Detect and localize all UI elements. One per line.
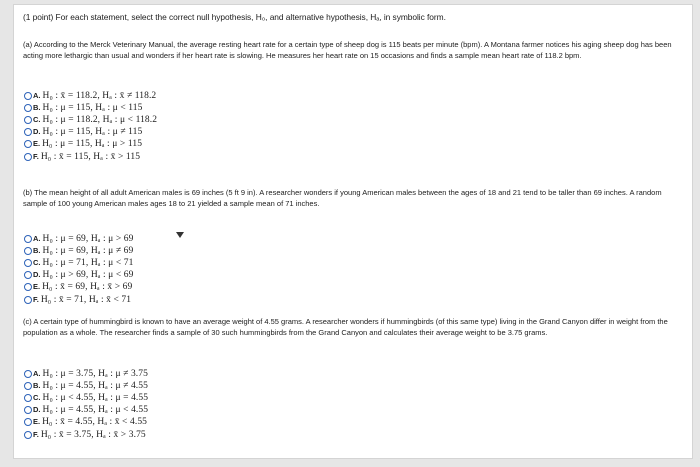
option-expression: H₀ : x̄ = 115, Hₐ : x̄ > 115 (40, 151, 141, 162)
radio-button[interactable] (24, 418, 32, 426)
option-c-F[interactable] (24, 428, 148, 440)
option-letter: F. (33, 429, 39, 439)
option-expression: H₀ : μ < 4.55, Hₐ : μ = 4.55 (42, 393, 149, 404)
option-a-F[interactable] (24, 150, 157, 162)
option-letter: D. (33, 405, 41, 415)
radio-button[interactable] (24, 116, 32, 124)
option-letter: A. (33, 369, 41, 379)
option-letter: A. (33, 91, 41, 101)
question-a-options (24, 90, 157, 163)
option-expression: H₀ : μ = 4.55, Hₐ : μ < 4.55 (42, 405, 149, 416)
radio-button[interactable] (24, 104, 32, 112)
option-expression: H₀ : μ = 115, Hₐ : μ ≠ 115 (42, 127, 143, 138)
option-expression: H₀ : μ = 115, Hₐ : μ < 115 (42, 103, 143, 114)
option-letter: C. (33, 115, 41, 125)
radio-button[interactable] (24, 140, 32, 148)
option-letter: B. (33, 246, 41, 256)
option-c-C[interactable] (24, 392, 148, 404)
option-c-E[interactable] (24, 416, 148, 428)
option-letter: E. (33, 282, 41, 292)
radio-button[interactable] (24, 431, 32, 439)
option-expression: H₀ : μ = 69, Hₐ : μ ≠ 69 (42, 246, 134, 257)
question-c-text: (c) A certain type of hummingbird is known to have an average weight of 4.55 grams. A researcher wonders if hummingbirds (of this same type) living in the Grand Canyon differ in weight from the population as a whole. The researcher finds a sample of 30 such hummingbirds from the Grand Canyon and calculates their average weight to be 3.75 grams. (23, 317, 668, 337)
option-letter: E. (33, 417, 41, 427)
question-b-text: (b) The mean height of all adult American males is 69 inches (5 ft 9 in). A researcher wonders if young American males between the ages of 18 and 21 tend to be taller than 69 inches. A random sample of 100 young American males ages 18 to 21 yielded a sample mean of 71 inches. (23, 188, 662, 208)
question-a-text: (a) According to the Merck Veterinary Manual, the average resting heart rate for a certain type of sheep dog is 115 beats per minute (bpm). A Montana farmer notices his aging sheep dog has been acting more lethargic than usual and wonders if her heart rate is slowing. He measures her heart rate on 15 occasions and finds a sample mean heart rate of 118.2 bpm. (23, 40, 672, 60)
option-expression: H₀ : μ = 69, Hₐ : μ > 69 (42, 234, 134, 245)
option-b-A[interactable] (24, 233, 133, 245)
problem-card (13, 4, 693, 459)
option-expression: H₀ : μ = 71, Hₐ : μ < 71 (42, 258, 134, 269)
radio-button[interactable] (24, 394, 32, 402)
radio-button[interactable] (24, 406, 32, 414)
radio-button[interactable] (24, 153, 32, 161)
option-letter: F. (33, 294, 39, 304)
radio-button[interactable] (24, 247, 32, 255)
option-b-B[interactable] (24, 245, 133, 257)
radio-button[interactable] (24, 370, 32, 378)
option-c-B[interactable] (24, 380, 148, 392)
option-letter: B. (33, 103, 41, 113)
radio-button[interactable] (24, 382, 32, 390)
option-letter: D. (33, 127, 41, 137)
option-expression: H₀ : x̄ = 69, Hₐ : x̄ > 69 (42, 282, 133, 293)
radio-button[interactable] (24, 296, 32, 304)
radio-button[interactable] (24, 283, 32, 291)
radio-button[interactable] (24, 259, 32, 267)
option-b-E[interactable] (24, 281, 133, 293)
problem-intro: (1 point) For each statement, select the correct null hypothesis, H₀, and alternative hypothesis, Hₐ, in symbolic form. (23, 12, 446, 22)
option-letter: E. (33, 139, 41, 149)
option-expression: H₀ : x̄ = 71, Hₐ : x̄ < 71 (40, 294, 132, 305)
option-letter: F. (33, 151, 39, 161)
option-expression: H₀ : μ = 115, Hₐ : μ > 115 (42, 139, 143, 150)
option-a-D[interactable] (24, 126, 157, 138)
option-b-F[interactable] (24, 293, 133, 305)
option-c-D[interactable] (24, 404, 148, 416)
option-expression: H₀ : x̄ = 3.75, Hₐ : x̄ > 3.75 (40, 429, 146, 440)
option-letter: D. (33, 270, 41, 280)
option-expression: H₀ : x̄ = 4.55, Hₐ : x̄ < 4.55 (42, 417, 148, 428)
question-b-options (24, 233, 133, 306)
radio-button[interactable] (24, 128, 32, 136)
option-expression: H₀ : x̄ = 118.2, Hₐ : x̄ ≠ 118.2 (42, 91, 157, 102)
option-expression: H₀ : μ > 69, Hₐ : μ < 69 (42, 270, 134, 281)
option-letter: C. (33, 258, 41, 268)
mouse-cursor-icon (176, 232, 184, 238)
option-a-A[interactable] (24, 90, 157, 102)
option-expression: H₀ : μ = 118.2, Hₐ : μ < 118.2 (42, 115, 158, 126)
option-letter: A. (33, 234, 41, 244)
radio-button[interactable] (24, 92, 32, 100)
option-letter: B. (33, 381, 41, 391)
option-a-E[interactable] (24, 138, 157, 150)
option-letter: C. (33, 393, 41, 403)
option-a-C[interactable] (24, 114, 157, 126)
option-a-B[interactable] (24, 102, 157, 114)
radio-button[interactable] (24, 271, 32, 279)
option-b-C[interactable] (24, 257, 133, 269)
question-c-options (24, 368, 148, 441)
option-expression: H₀ : μ = 4.55, Hₐ : μ ≠ 4.55 (42, 381, 148, 392)
option-b-D[interactable] (24, 269, 133, 281)
option-expression: H₀ : μ = 3.75, Hₐ : μ ≠ 3.75 (42, 369, 148, 380)
radio-button[interactable] (24, 235, 32, 243)
option-c-A[interactable] (24, 368, 148, 380)
